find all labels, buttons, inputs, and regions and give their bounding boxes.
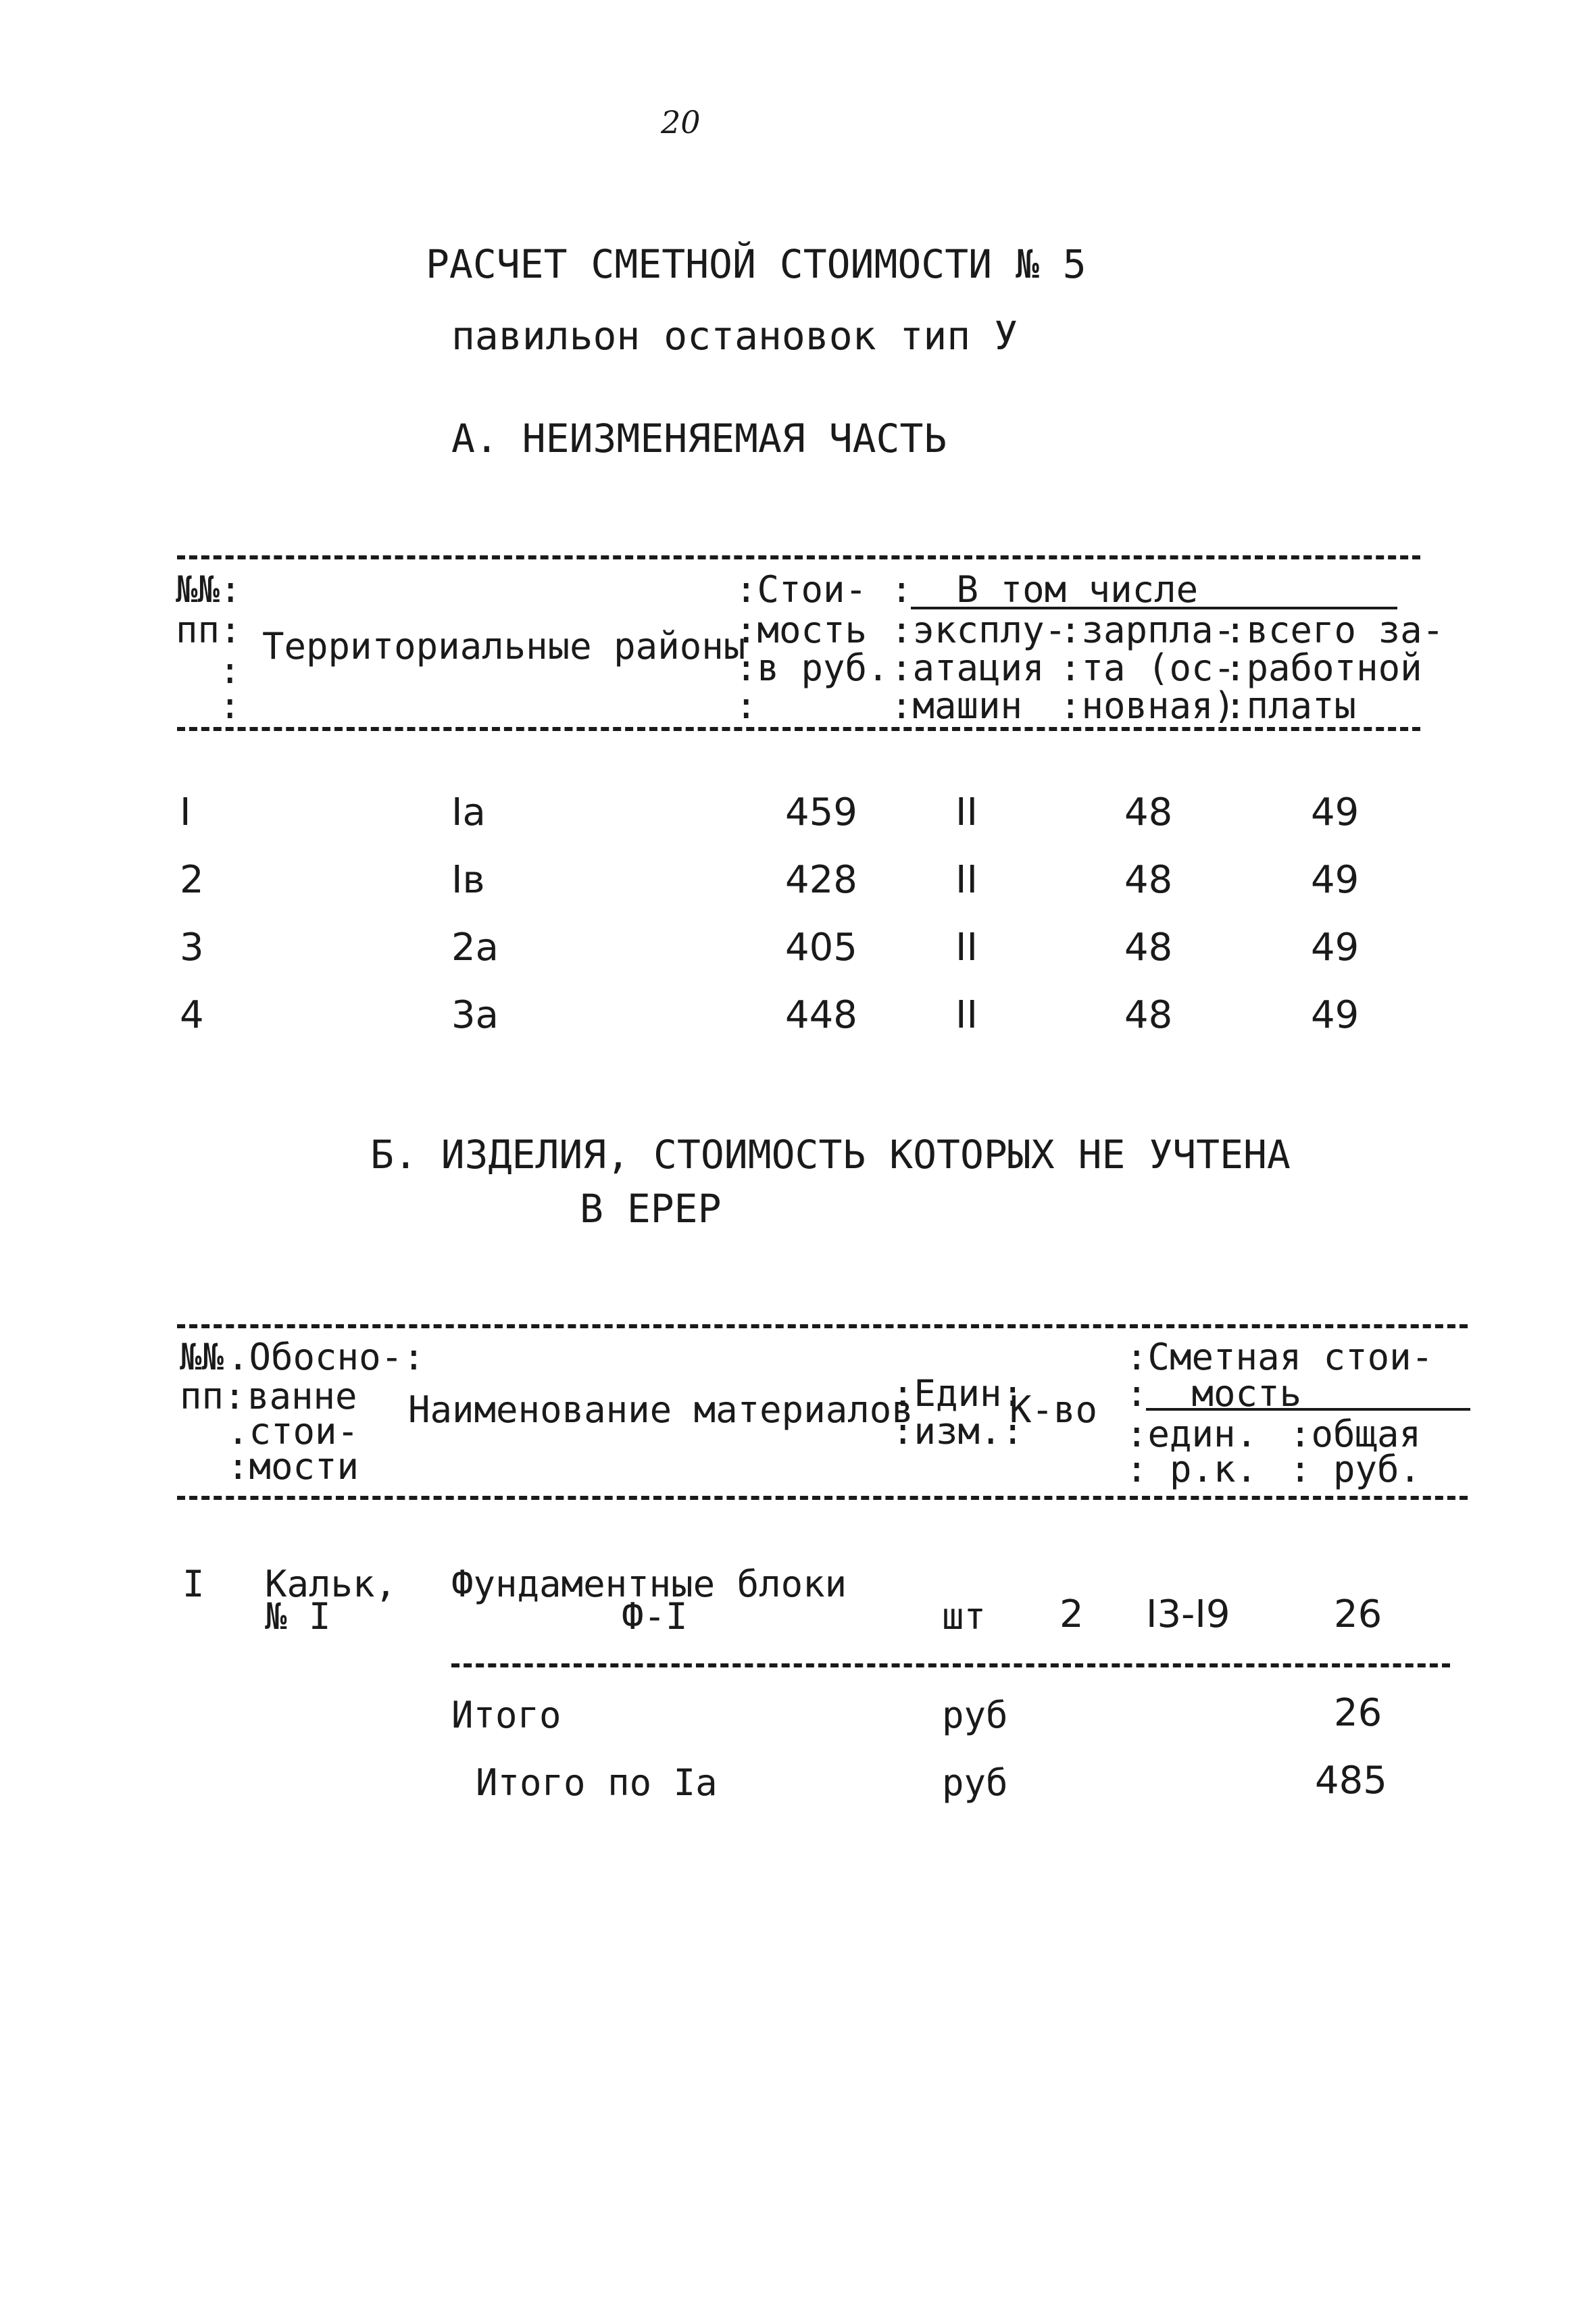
total-label: Итого по Iа: [476, 1761, 718, 1804]
header-num-3: :: [219, 649, 241, 692]
row-exploit: II: [955, 790, 978, 834]
header-salary-1: :зарпла-: [1059, 609, 1236, 651]
row-cost: 405: [785, 926, 857, 970]
header-cost-3: :в руб.: [735, 647, 889, 689]
header-b-cost-title2: : мость: [1126, 1372, 1302, 1415]
header-b-basis-3: .стои-: [227, 1410, 359, 1453]
total-unit: руб: [942, 1761, 1008, 1804]
header-b-unit-1: :Един:: [892, 1372, 1024, 1415]
table-b-top-rule: [177, 1324, 1468, 1328]
row-b-total: 26: [1334, 1592, 1382, 1636]
header-incl-title: : В том числе: [891, 568, 1199, 611]
header-cost-1: :Стои-: [735, 568, 868, 611]
header-num-1: №№:: [176, 568, 242, 611]
total-value: 26: [1334, 1691, 1382, 1735]
header-exploit-2: :атация: [891, 647, 1045, 689]
row-b-basis-2: № I: [265, 1595, 331, 1638]
row-total: 49: [1311, 993, 1360, 1037]
table-a-header-rule: [177, 727, 1420, 731]
row-cost: 428: [785, 858, 857, 902]
page-number: 20: [661, 104, 701, 141]
header-salary-2: :та (ос-: [1059, 647, 1236, 689]
header-b-unit-cost-1: :един.: [1126, 1413, 1258, 1455]
header-territory: Территориальные районы: [262, 625, 746, 668]
row-b-qty: 2: [1059, 1592, 1084, 1636]
header-salary-3: :новная): [1059, 684, 1236, 727]
row-total: 49: [1311, 926, 1360, 970]
row-exploit: II: [955, 993, 978, 1037]
table-b-header-rule: [177, 1496, 1468, 1500]
row-b-basis-1: Кальк,: [265, 1563, 397, 1605]
table-a-top-rule: [177, 555, 1420, 559]
row-num: 2: [180, 858, 204, 902]
row-b-name-1: Фундаментные блоки: [451, 1563, 847, 1605]
row-salary: 48: [1124, 993, 1173, 1037]
row-b-num: I: [182, 1563, 205, 1605]
header-b-qty: К-во: [1009, 1388, 1098, 1431]
row-total: 49: [1311, 790, 1360, 834]
header-cost-2: :мость: [735, 609, 868, 651]
header-b-basis-1: .Обосно-:: [227, 1336, 425, 1378]
header-exploit-1: :эксплу-: [891, 609, 1067, 651]
header-b-cost-title: :Сметная стои-: [1126, 1336, 1434, 1378]
row-b-unit: шт: [942, 1595, 987, 1638]
row-exploit: II: [955, 858, 978, 902]
header-b-total-cost-1: :общая: [1289, 1413, 1422, 1455]
header-total-salary-2: :работной: [1224, 647, 1422, 689]
table-b-total-rule: [451, 1663, 1450, 1667]
total-value: 485: [1315, 1759, 1387, 1803]
header-num-4: :: [219, 684, 241, 727]
header-total-salary-3: :платы: [1224, 684, 1357, 727]
header-b-basis-2: ванне: [247, 1375, 357, 1417]
section-b-heading-line1: Б. ИЗДЕЛИЯ, СТОИМОСТЬ КОТОРЫХ НЕ УЧТЕНА: [370, 1132, 1291, 1178]
row-cost: 459: [785, 790, 857, 834]
row-b-unit-cost: I3-I9: [1146, 1592, 1230, 1636]
header-b-basis-4: :мости: [227, 1445, 359, 1488]
header-b-num-1: №№: [180, 1336, 224, 1378]
header-exploit-3: :машин: [891, 684, 1023, 727]
row-salary: 48: [1124, 790, 1173, 834]
row-region: 3а: [451, 993, 499, 1037]
row-region: 2а: [451, 926, 499, 970]
row-salary: 48: [1124, 926, 1173, 970]
header-num-2: пп:: [176, 609, 242, 651]
header-total-salary-1: :всего за-: [1224, 609, 1445, 651]
row-num: 3: [180, 926, 204, 970]
header-b-cost-rule: [1146, 1408, 1470, 1411]
section-a-heading: А. НЕИЗМЕНЯЕМАЯ ЧАСТЬ: [451, 416, 947, 461]
row-region: Iа: [451, 790, 486, 834]
section-b-heading-line2: В ЕРЕР: [580, 1186, 722, 1232]
row-num: I: [180, 790, 191, 834]
row-salary: 48: [1124, 858, 1173, 902]
document-title: РАСЧЕТ СМЕТНОЙ СТОИМОСТИ № 5: [426, 241, 1087, 287]
row-exploit: II: [955, 926, 978, 970]
row-num: 4: [180, 993, 204, 1037]
header-cost-4: :: [735, 684, 757, 727]
row-region: Iв: [451, 858, 485, 902]
header-b-name: Наименование материалов: [408, 1388, 914, 1431]
header-b-unit-cost-2: : р.к.: [1126, 1448, 1258, 1490]
total-unit: руб: [942, 1694, 1008, 1736]
header-b-unit-2: :изм.:: [892, 1410, 1024, 1453]
row-b-name-2: Ф-I: [622, 1595, 688, 1638]
row-total: 49: [1311, 858, 1360, 902]
row-cost: 448: [785, 993, 857, 1037]
header-b-num-2: пп:: [180, 1375, 246, 1417]
header-b-total-cost-2: : руб.: [1289, 1448, 1422, 1490]
document-subtitle: павильон остановок тип У: [451, 313, 1018, 359]
total-label: Итого: [451, 1694, 562, 1736]
